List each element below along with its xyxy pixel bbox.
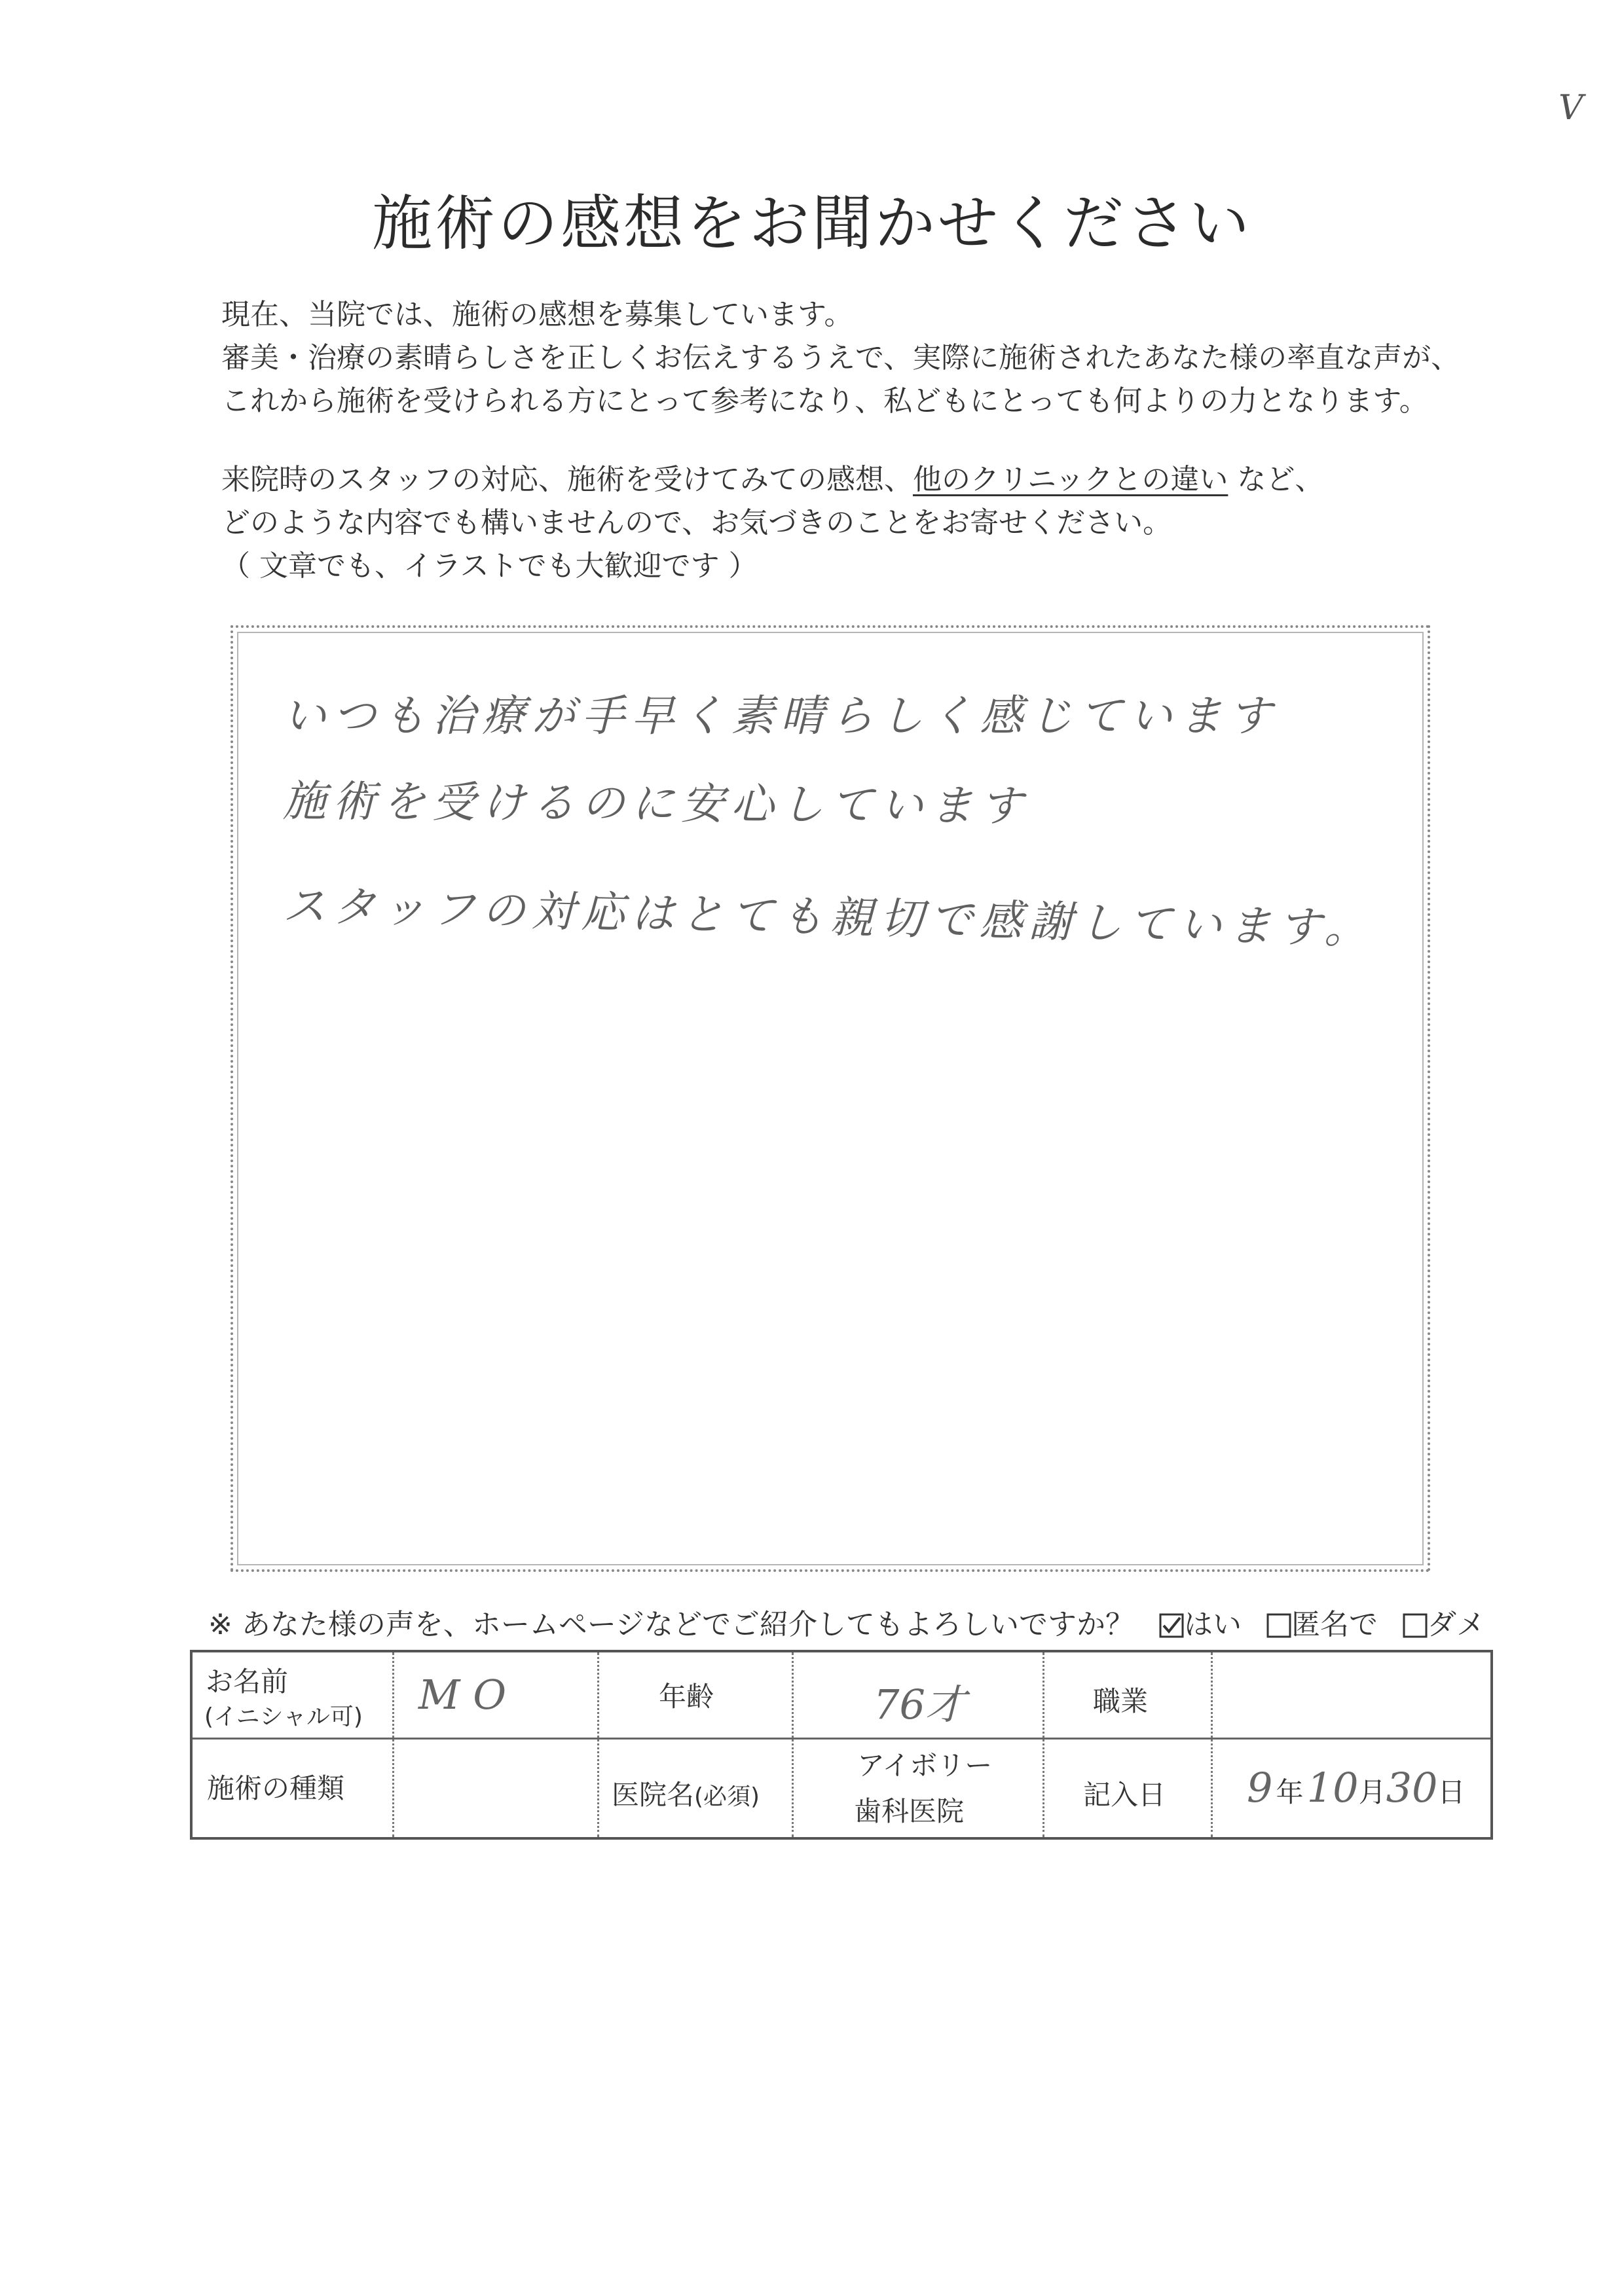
- corner-check-mark: V: [1559, 88, 1583, 128]
- consent-option-anonymous-label: 匿名で: [1291, 1608, 1378, 1641]
- date-label: 記入日: [1083, 1779, 1166, 1811]
- intro-line-2: 審美・治療の素晴らしさを正しくお伝えするうえで、実際に施術されたあなた様の率直な声が、: [221, 341, 1460, 374]
- consent-option-anonymous[interactable]: [1266, 1601, 1378, 1643]
- age-value[interactable]: 76才: [874, 1681, 966, 1728]
- consent-option-no[interactable]: [1403, 1601, 1485, 1643]
- checked-box-icon: [1159, 1613, 1184, 1638]
- consent-option-yes-label: はい: [1183, 1608, 1242, 1641]
- table-col-divider: [392, 1652, 394, 1837]
- date-value[interactable]: [1247, 1764, 1466, 1812]
- date-day-unit: 日: [1437, 1776, 1466, 1808]
- date-year-unit: 年: [1276, 1776, 1304, 1808]
- name-value[interactable]: M O: [418, 1671, 507, 1719]
- request-paragraph: [221, 458, 1323, 588]
- request-line-2: どのような内容でも構いませんので、お気づきのことをお寄せください。: [221, 506, 1172, 539]
- checkbox-icon: [1266, 1613, 1291, 1638]
- intro-line-3: これから施術を受けられる方にとって参考になり、私どもにとっても何よりの力となります。: [221, 384, 1428, 418]
- page-title: 施術の感想をお聞かせください: [371, 189, 1252, 259]
- intro-paragraph: [221, 293, 1460, 423]
- date-day: 30: [1386, 1764, 1438, 1812]
- date-year: 9: [1247, 1764, 1273, 1812]
- clinic-required-note: (必須): [694, 1783, 760, 1810]
- table-col-divider: [1211, 1652, 1213, 1837]
- consent-row: [208, 1601, 1485, 1643]
- consent-option-yes[interactable]: [1159, 1601, 1242, 1643]
- request-line-1-start: 来院時のスタッフの対応、施術を受けてみての感想、: [221, 463, 913, 496]
- table-row-divider: [193, 1738, 1490, 1740]
- clinic-label-text: 医院名: [612, 1779, 695, 1811]
- consent-question: ※ あなた様の声を、ホームページなどでご紹介してもよろしいですか？: [208, 1608, 1134, 1641]
- age-label: 年齢: [659, 1681, 714, 1713]
- name-sublabel: (イニシャル可): [204, 1704, 363, 1730]
- clinic-label: [612, 1774, 760, 1813]
- comment-line-3: スタッフの対応はとても親切で感謝しています。: [282, 881, 1375, 954]
- request-line-1-end: など、: [1228, 463, 1324, 496]
- underlined-phrase: 他のクリニックとの違い: [913, 463, 1228, 496]
- request-line-3: （ 文章でも、イラストでも大歓迎です ）: [221, 549, 758, 583]
- consent-option-no-label: ダメ: [1427, 1608, 1485, 1641]
- clinic-value-line-2: 歯科医院: [854, 1795, 965, 1827]
- treatment-label: 施術の種類: [207, 1772, 345, 1804]
- intro-line-1: 現在、当院では、施術の感想を募集しています。: [221, 298, 853, 331]
- table-col-divider: [597, 1652, 599, 1837]
- date-month: 10: [1306, 1764, 1359, 1812]
- checkbox-icon: [1403, 1613, 1428, 1638]
- date-month-unit: 月: [1358, 1776, 1386, 1808]
- comment-line-2: 施術を受けるのに安心しています: [282, 776, 1030, 831]
- job-label: 職業: [1093, 1685, 1149, 1717]
- name-label: お名前: [206, 1666, 289, 1698]
- clinic-value-line-1: アイボリー: [857, 1749, 993, 1781]
- table-col-divider: [1043, 1652, 1044, 1837]
- table-col-divider: [792, 1652, 794, 1837]
- comment-line-1: いつも治療が手早く素晴らしく感じています: [283, 691, 1278, 741]
- request-line-1: [221, 458, 1323, 501]
- info-table: [190, 1650, 1493, 1840]
